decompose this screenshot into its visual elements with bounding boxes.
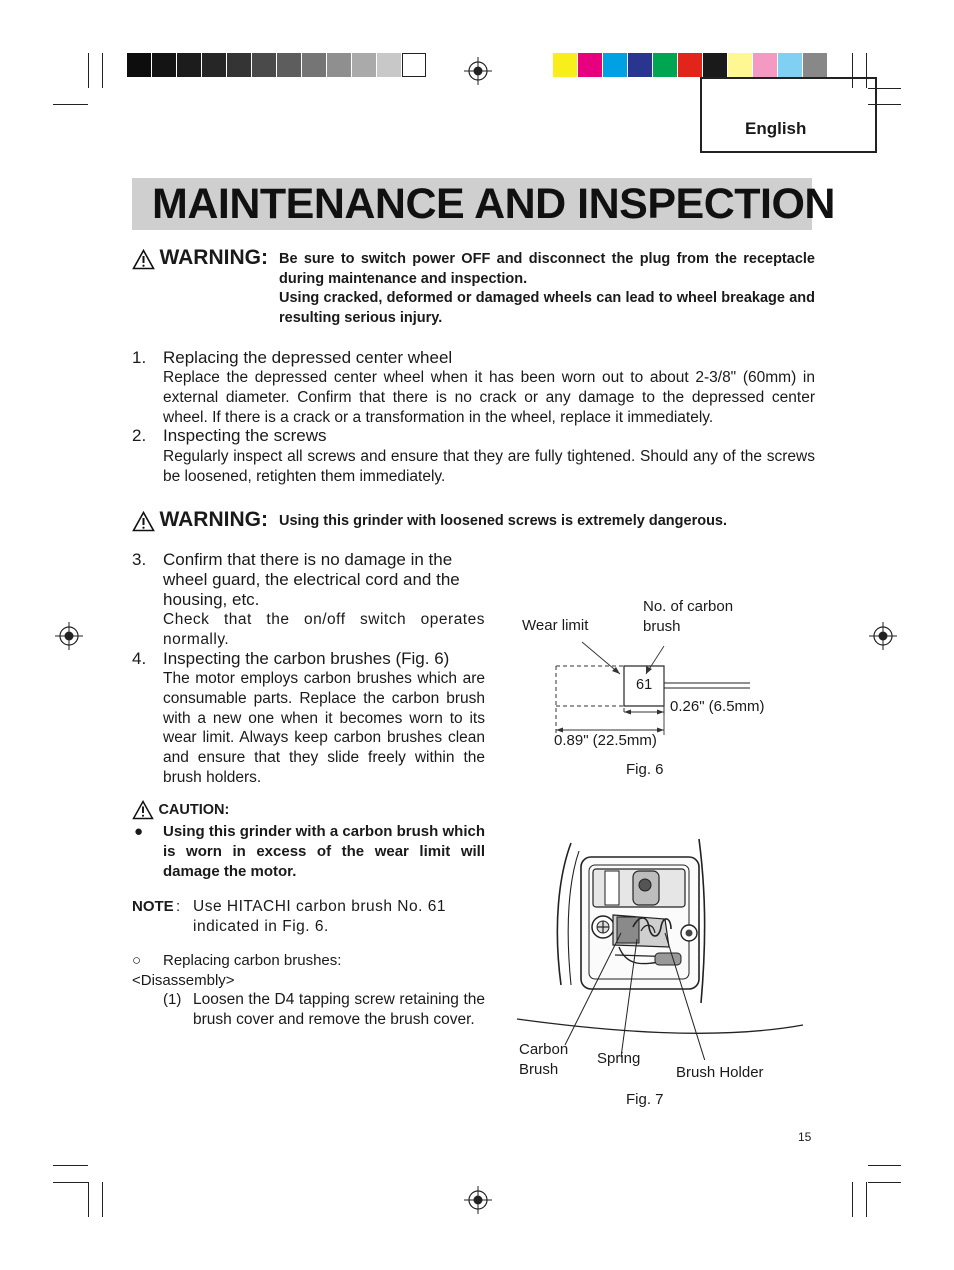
caution-text: Using this grinder with a carbon brush which is worn in excess of the wear limit will damage the motor. [163, 823, 485, 880]
list-item-title: Replacing the depressed center wheel [163, 348, 453, 367]
color-swatch [753, 53, 777, 77]
gray-swatch [252, 53, 276, 77]
list-number: 1. [132, 348, 147, 367]
registration-mark-icon [463, 56, 493, 86]
brush-number-value: 61 [636, 677, 653, 693]
gray-swatch [352, 53, 376, 77]
gray-swatch [177, 53, 201, 77]
gray-swatch [277, 53, 301, 77]
carbon-brush-label: Carbon Brush [519, 1041, 569, 1078]
registration-mark-icon [868, 621, 898, 651]
warning-text: Using this grinder with loosened screws is extremely dangerous. [279, 513, 728, 529]
gray-swatch [327, 53, 351, 77]
list-item-title: Inspecting the carbon brushes (Fig. 6) [163, 649, 450, 668]
color-swatch [803, 53, 827, 77]
note-label: NOTE [132, 898, 174, 915]
warning-heading [132, 508, 268, 532]
caution-heading [132, 800, 229, 820]
figure-caption: Fig. 6 [626, 761, 664, 778]
warning-triangle-icon [132, 249, 155, 270]
gray-swatch [227, 53, 251, 77]
circle-bullet-icon: ○ [132, 952, 142, 969]
gray-swatch [302, 53, 326, 77]
spring-label: Spring [597, 1050, 641, 1067]
step-number: (1) [163, 991, 182, 1008]
step-text: Loosen the D4 tapping screw retaining the brush cover and remove the brush cover. [193, 991, 485, 1028]
color-swatch [653, 53, 677, 77]
warning-label: WARNING: [159, 508, 268, 531]
language-label: English [745, 119, 807, 138]
gray-swatch [152, 53, 176, 77]
warning-text: Using cracked, deformed or damaged wheels can lead to wheel breakage and resulting serious injury. [279, 290, 815, 326]
list-item-title: Inspecting the screws [163, 426, 327, 445]
warning-heading [132, 246, 268, 270]
color-swatch [778, 53, 802, 77]
warning-text: Be sure to switch power OFF and disconnect the plug from the receptacle during maintenance and inspection. [279, 251, 815, 287]
caution-label: CAUTION: [158, 802, 230, 819]
page-number: 15 [798, 1130, 812, 1144]
list-number: 2. [132, 426, 147, 445]
list-number: 4. [132, 649, 147, 668]
color-swatch [728, 53, 752, 77]
note-colon: : [176, 898, 181, 915]
brush-holder-label: Brush Holder [676, 1064, 764, 1081]
color-swatch [678, 53, 702, 77]
warning-triangle-icon [132, 511, 155, 532]
gray-swatch [377, 53, 401, 77]
color-swatch [553, 53, 577, 77]
page-title: MAINTENANCE AND INSPECTION [152, 180, 835, 228]
gray-swatch [202, 53, 226, 77]
warning-label: WARNING: [159, 246, 268, 269]
disassembly-label: <Disassembly> [132, 972, 235, 989]
list-item-text: Check that the on/off switch operates normally. [163, 611, 485, 648]
registration-mark-icon [463, 1185, 493, 1215]
list-item-title: Confirm that there is no damage in the wheel guard, the electrical cord and the housing, etc. [163, 550, 460, 609]
replacing-title: Replacing carbon brushes: [163, 952, 342, 969]
note-text: Use HITACHI carbon brush No. 61 indicated in Fig. 6. [193, 898, 446, 935]
color-swatch [628, 53, 652, 77]
wear-limit-label: Wear limit [522, 617, 589, 634]
color-swatch [603, 53, 627, 77]
list-item-text: Regularly inspect all screws and ensure that they are fully tightened. Should any of the screws be loosened, retighten them immediately. [163, 448, 815, 485]
list-item-text: The motor employs carbon brushes which are consumable parts. Replace the carbon brush with a new one when it becomes worn to its wear limit. Always keep carbon brushes clean and ensure that they slide freely within the brush holders. [163, 670, 485, 786]
color-swatch [703, 53, 727, 77]
list-number: 3. [132, 550, 147, 569]
warning-triangle-icon [132, 800, 154, 820]
dimension-small-label: 0.26" (6.5mm) [670, 698, 765, 715]
language-box [700, 77, 877, 153]
brush-number-label: No. of carbon brush [643, 598, 734, 635]
bullet-icon: ● [134, 823, 144, 840]
color-swatch [578, 53, 602, 77]
figure-caption: Fig. 7 [626, 1091, 664, 1108]
dimension-large-label: 0.89" (22.5mm) [554, 732, 657, 749]
brush-holder-illustration [515, 835, 815, 1060]
gray-swatch [127, 53, 151, 77]
registration-mark-icon [54, 621, 84, 651]
list-item-text: Replace the depressed center wheel when it has been worn out to about 2-3/8" (60mm) in external diameter. Confirm that there is no crack or any damage to the depressed center wheel. If there is a crack or a transformation in the wheel, replace it immediately. [163, 369, 815, 426]
gray-swatch [402, 53, 426, 77]
